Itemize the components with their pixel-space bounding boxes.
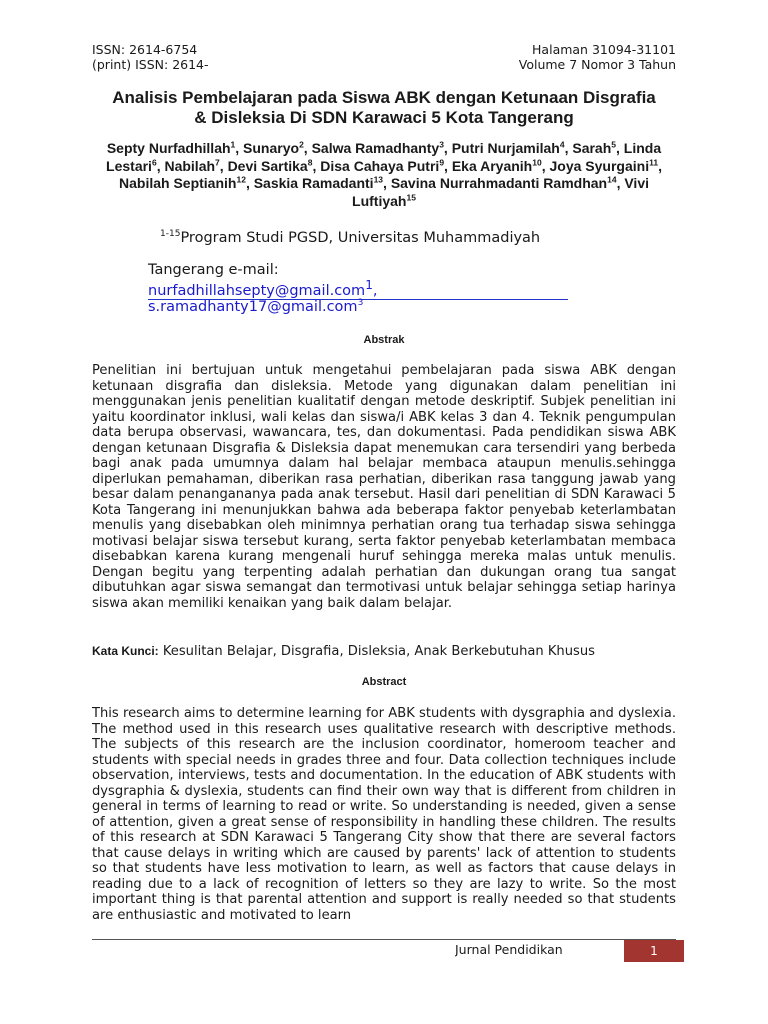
author-superscript: 10 <box>532 156 542 167</box>
author-superscript: 6 <box>151 156 157 167</box>
email-line <box>148 262 620 300</box>
author-superscript: 14 <box>607 174 617 185</box>
email-line-2 <box>148 298 363 315</box>
author-superscript: 4 <box>559 139 565 150</box>
author-entry <box>254 175 383 191</box>
abstract-paragraph: This research aims to determine learning for ABK students with dysgraphia and dyslexia. The method used in this research uses qualitative research with descriptive methods. The subjects of this research are the inclusion coordinator, homeroom teacher and students with special needs in grades three and four. Data collection techniques include observation, interviews, tests and documentation. In the education of ABK students with dysgraphia & dyslexia, students can find their own way that is different from children in general in terms of learning to read or write. So understanding is needed, given a sense of attention, given a great sense of responsibility in handling these children. The results of this research at SDN Karawaci 5 Tangerang City show that there are several factors that cause delays in writing which are caused by parents' lack of attention to students so that students have less motivation to learn, as well as factors that cause delays in reading due to a lack of recognition of letters so they are lazy to write. So the most important thing is that parental attention and support is really needed so that students are enthusiastic and motivated to learn <box>92 706 676 923</box>
author-separator: , <box>658 157 662 174</box>
author-separator: , <box>564 140 573 156</box>
author-name: Salwa Ramadhanty <box>311 140 440 156</box>
author-name: Devi Sartika <box>227 157 308 174</box>
footer-divider <box>92 939 676 940</box>
email-separator: , <box>372 282 378 299</box>
author-separator: , <box>616 140 624 156</box>
author-separator: , <box>383 175 391 191</box>
keywords-text: Kesulitan Belajar, Disgrafia, Disleksia, Anak Berkebutuhan Khusus <box>158 644 595 659</box>
affiliation-text: Program Studi PGSD, Universitas Muhammadiyah <box>180 229 541 246</box>
author-superscript: 8 <box>307 156 313 167</box>
author-name: Vivi Luftiyah <box>352 175 649 209</box>
author-superscript: 2 <box>299 139 304 150</box>
email-link-2[interactable]: s.ramadhanty17@gmail.com <box>148 298 358 315</box>
author-superscript: 11 <box>649 156 659 167</box>
author-superscript: 7 <box>215 156 220 167</box>
author-separator: , <box>443 140 452 156</box>
email-link-1[interactable]: nurfadhillahsepty@gmail.com <box>148 282 366 299</box>
author-entry <box>243 140 304 156</box>
author-superscript: 1 <box>230 139 236 150</box>
email-prefix: Tangerang e-mail: <box>148 262 279 278</box>
keywords-line <box>92 644 676 659</box>
author-entry <box>228 158 313 174</box>
header-volume-block <box>519 42 676 72</box>
author-superscript: 9 <box>439 156 445 167</box>
author-separator: , <box>312 157 321 174</box>
author-entry <box>452 158 542 174</box>
abstrak-paragraph: Penelitian ini bertujuan untuk mengetahui pembelajaran pada siswa ABK dengan ketunaan disgrafia dan disleksia. Metode yang digunakan dalam penelitian ini menggunakan jenis penelitian kualitatif dengan metode deskriptif. Subjek penelitian ini yaitu koordinator inklusi, wali kelas dan siswa/i ABK kelas 3 dan 4. Teknik pengumpulan data berupa observasi, wawancara, tes, dan dokumentasi. Pada pendidikan siswa ABK dengan ketunaan Disgrafia & Disleksia dapat menemukan cara tersendiri yang berbeda bagi anak pada umumnya dalam hal belajar membaca ataupun menulis.sehingga diperlukan pemahaman, diberikan rasa perhatian, diberikan rasa tanggung jawab yang besar dalam penangananya pada anak tersebut. Hasil dari penelitian di SDN Karawaci 5 Kota Tangerang ini menunjukkan bahwa ada beberapa faktor penyebab keterlambatan menulis yang disebabkan oleh minimnya perhatian orang tua terhadap siswa sehingga motivasi belajar siswa tersebut kurang, serta faktor penyebab keterlambatan membaca disebabkan karena kurang mengenali huruf sehingga mereka malas untuk menulis. Dengan begitu yang terpenting adalah perhatian dan dukungan orang tua sangat dibutuhkan agar siswa semangat dan termotivasi untuk belajar sehingga setiap harinya siswa akan memiliki kenaikan yang baik dalam belajar. <box>92 363 676 611</box>
author-name: Septy Nurfadhillah <box>106 140 231 156</box>
author-separator: , <box>616 175 625 191</box>
header-issn-block <box>92 42 209 72</box>
author-separator: , <box>444 157 452 174</box>
author-name: Sarah <box>572 140 612 156</box>
author-separator: , <box>541 157 550 174</box>
volume-text: Volume 7 Nomor 3 Tahun <box>518 57 676 72</box>
author-name: Sunaryo <box>243 140 300 156</box>
abstract-heading: Abstract <box>361 676 407 688</box>
print-issn-text: (print) ISSN: 2614- <box>92 57 209 72</box>
email-2-superscript: 3 <box>357 298 364 308</box>
keywords-label: Kata Kunci: <box>92 644 159 658</box>
author-entry <box>164 158 219 174</box>
author-entry <box>549 158 658 174</box>
affiliation <box>160 229 540 246</box>
footer-journal-name: Jurnal Pendidikan <box>455 942 563 957</box>
author-entry <box>320 158 444 174</box>
author-separator: , <box>219 157 228 174</box>
author-entry <box>107 140 235 156</box>
author-superscript: 15 <box>406 191 416 202</box>
author-entry <box>312 140 444 156</box>
email-1-superscript: 1 <box>365 278 373 292</box>
author-separator: , <box>156 157 165 174</box>
author-entry <box>572 140 616 156</box>
author-entry <box>119 175 246 191</box>
author-separator: , <box>235 140 244 156</box>
issn-text: ISSN: 2614-6754 <box>92 42 198 57</box>
author-name: Linda Lestari <box>106 140 662 174</box>
author-separator: , <box>245 175 254 191</box>
author-name: Saskia Ramadanti <box>253 175 374 191</box>
abstrak-heading: Abstrak <box>363 334 405 346</box>
author-superscript: 12 <box>236 174 246 185</box>
pages-text: Halaman 31094-31101 <box>532 42 676 57</box>
author-name: Joya Syurgaini <box>549 157 650 174</box>
author-superscript: 5 <box>611 139 617 150</box>
author-superscript: 13 <box>373 174 384 185</box>
title-line-2: & Disleksia Di SDN Karawaci 5 Kota Tangerang <box>194 108 574 127</box>
page-number-badge: 1 <box>624 940 684 962</box>
author-name: Nabilah <box>164 157 216 174</box>
title-line-1: Analisis Pembelajaran pada Siswa ABK dengan Ketunaan Disgrafia <box>112 88 656 107</box>
author-separator: , <box>303 140 312 156</box>
author-entry <box>452 140 565 156</box>
author-list <box>92 140 676 210</box>
author-superscript: 3 <box>439 139 444 150</box>
affiliation-superscript: 1-15 <box>160 229 181 239</box>
author-name: Disa Cahaya Putri <box>320 157 440 174</box>
author-name: Eka Aryanih <box>451 157 533 174</box>
author-name: Savina Nurrahmadanti Ramdhan <box>390 175 608 191</box>
author-entry <box>391 175 617 191</box>
author-name: Nabilah Septianih <box>119 175 237 191</box>
author-name: Putri Nurjamilah <box>451 140 560 156</box>
article-title <box>80 88 688 128</box>
